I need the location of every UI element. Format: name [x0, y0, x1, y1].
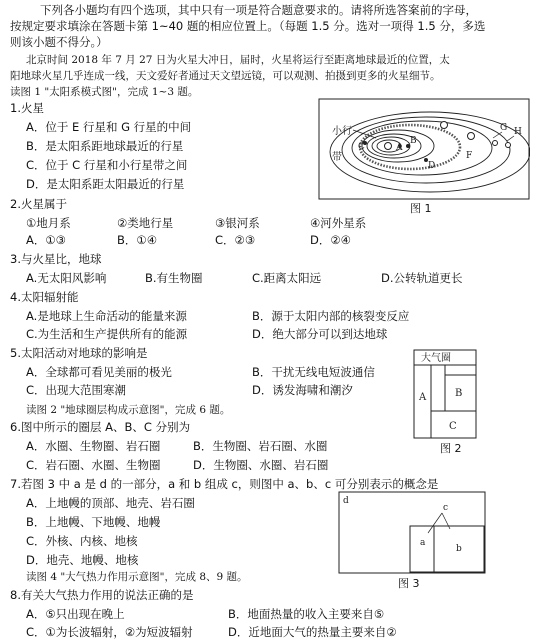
figure-2-caption: 图 2: [440, 442, 462, 455]
svg-text:H: H: [514, 127, 522, 137]
q7-option-c[interactable]: C．外核、内核、地核: [26, 534, 138, 548]
passage-3-line-1: 读图 4 "大气热力作用示意图"，完成 8、9 题。: [26, 571, 248, 583]
q4-option-d[interactable]: D．绝大部分可以到达地球: [252, 327, 388, 341]
figure-1-solar-system: [318, 98, 530, 200]
svg-text:b: b: [456, 544, 462, 554]
q3-option-c[interactable]: C.距离太阳远: [252, 271, 322, 285]
q6-option-c[interactable]: C．岩石圈、水圈、生物圈: [26, 458, 161, 472]
q4-option-c[interactable]: C.为生活和生产提供所有的能源: [26, 327, 188, 341]
q8-option-c[interactable]: C．①为长波辐射，②为短波辐射: [26, 625, 193, 639]
svg-text:c: c: [443, 503, 449, 513]
q2-statement-3: ③银河系: [215, 216, 260, 230]
q6-option-d[interactable]: D．生物圈、水圈、岩石圈: [193, 458, 329, 472]
passage-2-line-1: 读图 2 "地球圈层构成示意图"，完成 6 题。: [26, 404, 231, 416]
q8-option-d[interactable]: D．近地面大气的热量主要来自②: [228, 625, 397, 639]
svg-text:C: C: [358, 142, 365, 152]
q2-option-c[interactable]: C．②③: [215, 233, 256, 247]
sun-icon: [385, 143, 392, 150]
figure-1-caption: 图 1: [410, 202, 432, 215]
svg-text:D: D: [428, 161, 436, 171]
svg-text:a: a: [420, 538, 426, 548]
q7-option-d[interactable]: D．地壳、地幔、地核: [26, 553, 139, 567]
q7-stem: 7.若图 3 中 a 是 d 的一部分，a 和 b 组成 c，则图中 a、b、c 可分别表示的概念是: [10, 477, 439, 491]
q6-option-b[interactable]: B．生物圈、岩石圈、水圈: [193, 439, 328, 453]
q3-option-b[interactable]: B.有生物圈: [145, 271, 203, 285]
svg-text:G: G: [500, 123, 508, 133]
svg-text:C: C: [449, 421, 457, 432]
svg-text:带: 带: [332, 152, 342, 163]
q1-stem: 1.火星: [10, 101, 44, 115]
q1-option-c[interactable]: C．位于 C 行星和小行星带之间: [26, 158, 188, 172]
q5-stem: 5.太阳活动对地球的影响是: [10, 346, 148, 360]
q2-statement-4: ④河外星系: [310, 216, 367, 230]
svg-text:F: F: [466, 151, 473, 161]
svg-text:A: A: [419, 392, 427, 403]
svg-text:小行: 小行: [332, 126, 352, 137]
q2-statement-1: ①地月系: [26, 216, 71, 230]
q6-option-a[interactable]: A．水圈、生物圈、岩石圈: [26, 439, 161, 453]
q7-option-b[interactable]: B．上地幔、下地幔、地幔: [26, 515, 161, 529]
q4-option-a[interactable]: A.是地球上生命活动的能量来源: [26, 309, 187, 323]
q8-option-b[interactable]: B．地面热量的收入主要来自⑤: [228, 607, 385, 621]
q8-stem: 8.有关大气热力作用的说法正确的是: [10, 588, 194, 602]
passage-1-line-2: 阳地球火星几乎连成一线，天文爱好者通过天文望远镜，可以观测、拍摄到更多的火星细节。: [10, 70, 441, 82]
q3-option-d[interactable]: D.公转轨道更长: [381, 271, 463, 285]
q5-option-d[interactable]: D．诱发海啸和潮汐: [252, 383, 353, 397]
q4-option-b[interactable]: B．源于太阳内部的核裂变反应: [252, 309, 410, 323]
passage-1-line-3: 读图 1 "太阳系模式图"，完成 1~3 题。: [10, 86, 199, 98]
figure-2-earth-spheres: [413, 349, 477, 439]
intro-line-3: 则该小题不得分。）: [10, 35, 108, 49]
q3-option-a[interactable]: A.无太阳风影响: [26, 271, 107, 285]
q2-stem: 2.火星属于: [10, 197, 67, 211]
q4-stem: 4.太阳辐射能: [10, 290, 79, 304]
figure-3-concept-diagram: [338, 491, 486, 574]
q5-option-b[interactable]: B．干扰无线电短波通信: [252, 365, 375, 379]
q6-stem: 6.图中所示的圈层 A、B、C 分别为: [10, 420, 191, 434]
q5-option-a[interactable]: A．全球都可看见美丽的极光: [26, 365, 172, 379]
q8-option-a[interactable]: A．⑤只出现在晚上: [26, 607, 125, 621]
figure-3-caption: 图 3: [398, 577, 420, 590]
q1-option-d[interactable]: D．是太阳系距太阳最近的行星: [26, 177, 185, 191]
q5-option-c[interactable]: C．出现大范围寒潮: [26, 383, 127, 397]
q1-option-a[interactable]: A．位于 E 行星和 G 行星的中间: [26, 120, 192, 134]
passage-1-line-1: 北京时间 2018 年 7 月 27 日为火星大冲日，届时，火星将运行至距离地球最近的位置，太: [26, 54, 450, 66]
q7-option-a[interactable]: A．上地幔的顶部、地壳、岩石圈: [26, 496, 195, 510]
intro-line-2: 按规定要求填涂在答题卡第 1~40 题的相应位置上。（每题 1.5 分。选对一项得 1.5 分，多选: [10, 19, 486, 33]
q2-option-b[interactable]: B．①④: [117, 233, 158, 247]
svg-text:大气圈: 大气圈: [421, 353, 451, 364]
q3-stem: 3.与火星比，地球: [10, 252, 102, 266]
q2-option-a[interactable]: A．①③: [26, 233, 66, 247]
svg-text:B: B: [410, 136, 417, 146]
q1-option-b[interactable]: B．是太阳系距地球最近的行星: [26, 139, 184, 153]
svg-text:A: A: [396, 143, 403, 153]
intro-line-1: 下列各小题均有四个选项，其中只有一项是符合题意要求的。请将所选答案前的字母，: [40, 3, 477, 17]
q2-statement-2: ②类地行星: [117, 216, 174, 230]
svg-text:B: B: [455, 388, 463, 399]
q2-option-d[interactable]: D．②④: [310, 233, 351, 247]
svg-text:d: d: [343, 496, 349, 506]
